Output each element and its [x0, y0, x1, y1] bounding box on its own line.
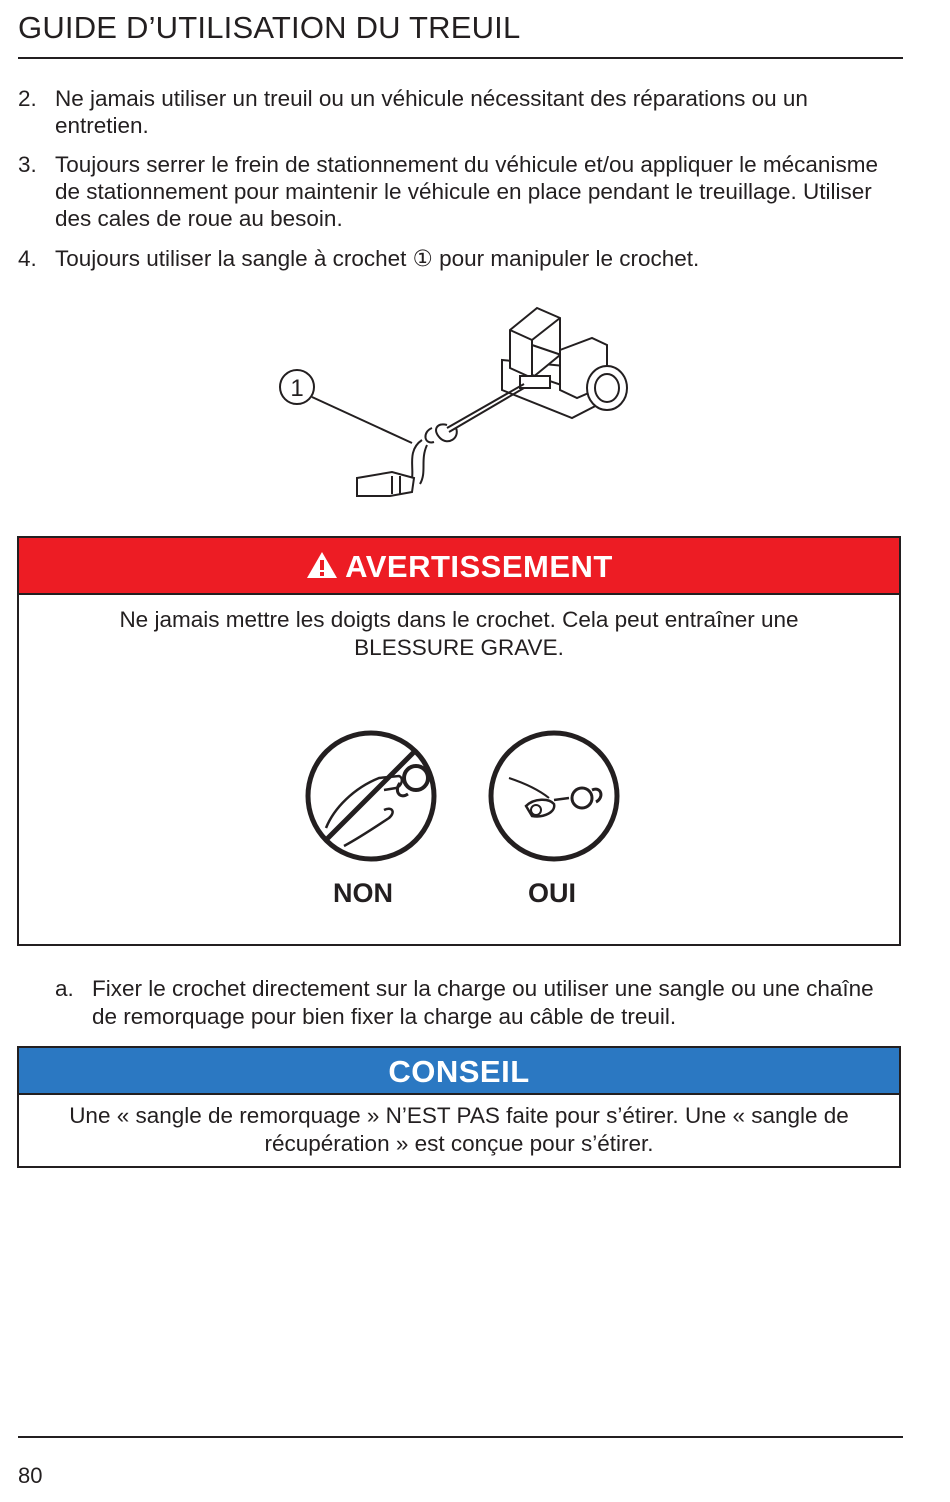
warning-triangle-icon [305, 550, 339, 580]
hook-strap-illustration [357, 384, 524, 496]
figure-callout-1: 1 [290, 375, 304, 402]
no-fingers-in-hook-icon [308, 733, 434, 859]
yes-label: OUI [528, 878, 577, 908]
tip-header: CONSEIL [19, 1048, 899, 1095]
footer-divider [18, 1436, 903, 1438]
tip-text-line-1: Une « sangle de remorquage » N’EST PAS faite pour s’étirer. Une « sangle de [69, 1103, 849, 1128]
no-label: NON [333, 878, 393, 908]
sub-step-letter: a. [55, 976, 74, 1001]
warning-text-line-2: BLESSURE GRAVE. [354, 635, 564, 660]
page-header-title: GUIDE D’UTILISATION DU TREUIL [18, 10, 521, 45]
step-3 [18, 151, 903, 232]
step-text: Toujours serrer le frein de stationnement du véhicule et/ou appliquer le mécanisme de stationnement pour maintenir le véhicule en place pendant le treuillage. Utiliser des cales de roue au besoin. [55, 152, 878, 231]
warning-text-line-1: Ne jamais mettre les doigts dans le crochet. Cela peut entraîner une [119, 607, 799, 632]
winch-figure [262, 300, 642, 510]
step-number: 4. [18, 246, 37, 271]
page-number: 80 [18, 1463, 43, 1488]
sub-step-a [55, 975, 895, 1031]
step-2 [18, 85, 903, 139]
step-number: 3. [18, 152, 37, 177]
correct-hook-handling-icon [491, 733, 617, 859]
step-number: 2. [18, 86, 37, 111]
step-text: Toujours utiliser la sangle à crochet ① pour manipuler le crochet. [55, 246, 700, 271]
winch-illustration [502, 308, 627, 418]
tip-text [19, 1095, 899, 1158]
tip-text-line-2: récupération » est conçue pour s’étirer. [264, 1131, 654, 1156]
header-divider [18, 57, 903, 59]
warning-text [19, 595, 899, 662]
warning-box [17, 536, 901, 946]
warning-header [19, 538, 899, 595]
warning-title: AVERTISSEMENT [345, 549, 613, 584]
tip-box [17, 1046, 901, 1168]
sub-step-text: Fixer le crochet directement sur la charge ou utiliser une sangle ou une chaîne de remorquage pour bien fixer la charge au câble de treuil. [92, 976, 874, 1029]
step-4 [18, 245, 903, 272]
step-text: Ne jamais utiliser un treuil ou un véhicule nécessitant des réparations ou un entretien. [55, 86, 808, 138]
